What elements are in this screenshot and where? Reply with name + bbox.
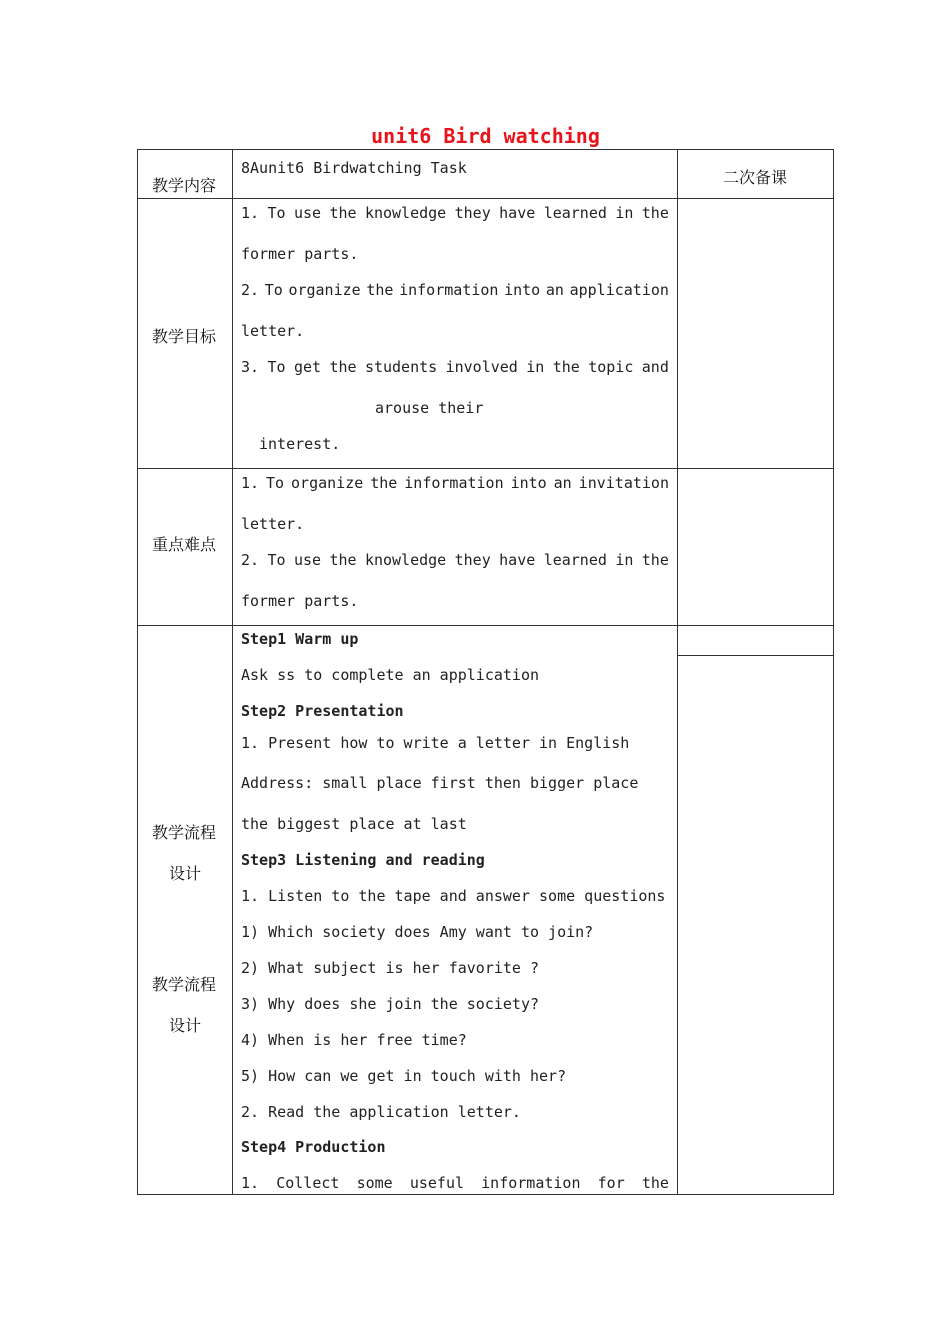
objective-line-6: arouse their (375, 399, 484, 417)
word: they (454, 204, 491, 222)
step2-line-2: Address: small place first then bigger place (241, 774, 639, 792)
word: To (267, 551, 286, 569)
step3-question-3: 3) Why does she join the society? (241, 995, 540, 1013)
keypoints-content-cell (232, 468, 678, 626)
objective-line-5 (241, 358, 669, 376)
word: have (499, 551, 536, 569)
word: organize (291, 474, 364, 492)
process-label-cell (137, 625, 233, 1195)
header-content: 8Aunit6 Birdwatching Task (241, 159, 467, 177)
step2-line-3: the biggest place at last (241, 815, 467, 833)
word: 1. (241, 204, 260, 222)
step1-heading: Step1 Warm up (241, 630, 359, 648)
document-title: unit6 Bird watching (371, 124, 600, 148)
word: the (370, 474, 398, 492)
word: an (553, 474, 572, 492)
word: in (615, 551, 634, 569)
word: for (597, 1174, 625, 1192)
keypoint-line-2: letter. (241, 515, 305, 533)
objective-line-3 (241, 281, 669, 299)
step3-line-1: 1. Listen to the tape and answer some questions (241, 887, 666, 905)
word: the (329, 551, 357, 569)
step4-heading: Step4 Production (241, 1138, 386, 1156)
word: application (569, 281, 669, 299)
step2-heading: Step2 Presentation (241, 702, 404, 720)
header-side-label: 二次备课 (723, 168, 788, 187)
word: 2. (241, 281, 260, 299)
word: use (293, 551, 322, 569)
word: into (504, 281, 541, 299)
word: learned (543, 204, 607, 222)
step4-line-1 (241, 1174, 669, 1192)
word: the (641, 551, 669, 569)
keypoint-line-3 (241, 551, 669, 569)
word: the (641, 1174, 669, 1192)
keypoints-side-cell (677, 468, 834, 626)
objectives-content-cell (232, 198, 678, 469)
word: the (329, 204, 357, 222)
word: 3. (241, 358, 260, 376)
process-label-a1: 教学流程 (152, 823, 217, 842)
word: the (552, 358, 580, 376)
word: learned (543, 551, 607, 569)
step3-heading: Step3 Listening and reading (241, 851, 485, 869)
keypoint-line-1 (241, 474, 669, 492)
word: in (526, 358, 545, 376)
word: To (267, 358, 286, 376)
process-side-top-cell (677, 625, 834, 656)
word: Collect (276, 1174, 340, 1192)
step3-question-2: 2) What subject is her favorite ? (241, 959, 540, 977)
word: To (267, 204, 286, 222)
word: students (364, 358, 438, 376)
word: topic (588, 358, 634, 376)
step3-question-1: 1) Which society does Amy want to join? (241, 923, 594, 941)
process-side-cell (677, 655, 834, 1195)
word: into (510, 474, 547, 492)
objective-line-2: former parts. (241, 245, 359, 263)
process-label-b2: 设计 (169, 1016, 202, 1035)
word: involved (445, 358, 518, 376)
word: useful (409, 1174, 465, 1192)
word: some (356, 1174, 393, 1192)
process-content-cell (232, 625, 678, 1195)
word: they (454, 551, 491, 569)
word: information (399, 281, 499, 299)
header-label: 教学内容 (152, 176, 217, 195)
keypoint-line-4: former parts. (241, 592, 359, 610)
objective-line-4: letter. (241, 322, 305, 340)
word: information (481, 1174, 581, 1192)
word: 1. (241, 1174, 260, 1192)
step3-question-4: 4) When is her free time? (241, 1031, 467, 1049)
word: organize (288, 281, 361, 299)
word: the (329, 358, 357, 376)
word: information (404, 474, 504, 492)
word: the (641, 204, 669, 222)
step3-question-5: 5) How can we get in touch with her? (241, 1067, 567, 1085)
word: invitation (578, 474, 669, 492)
header-side-cell (677, 149, 834, 199)
keypoints-label: 重点难点 (152, 535, 217, 554)
word: have (499, 204, 536, 222)
word: 1. (241, 474, 260, 492)
step2-line-1: 1. Present how to write a letter in English (241, 734, 630, 752)
objective-line-7: interest. (259, 435, 341, 453)
step3-line-2: 2. Read the application letter. (241, 1103, 521, 1121)
word: knowledge (364, 551, 447, 569)
objectives-side-cell (677, 198, 834, 469)
header-label-cell (137, 149, 233, 199)
word: and (641, 358, 669, 376)
word: knowledge (364, 204, 447, 222)
objective-line-1 (241, 204, 669, 222)
word: To (264, 281, 283, 299)
word: the (366, 281, 394, 299)
word: use (293, 204, 322, 222)
objectives-label: 教学目标 (152, 327, 217, 346)
objectives-label-cell (137, 198, 233, 469)
keypoints-label-cell (137, 468, 233, 626)
word: 2. (241, 551, 260, 569)
word: get (293, 358, 322, 376)
word: an (545, 281, 564, 299)
word: To (266, 474, 285, 492)
step1-line: Ask ss to complete an application (241, 666, 540, 684)
word: in (615, 204, 634, 222)
process-label-a2: 设计 (169, 864, 202, 883)
header-content-cell (232, 149, 678, 199)
process-label-b1: 教学流程 (152, 975, 217, 994)
